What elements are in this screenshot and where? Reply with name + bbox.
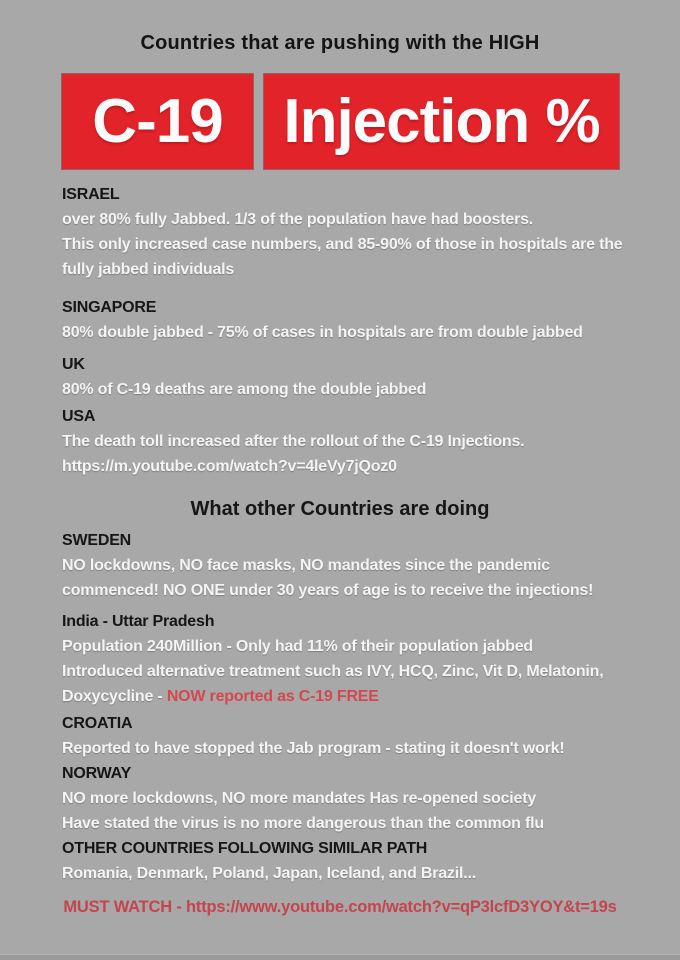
section-usa-line-1: The death toll increased after the rollout of the C-19 Injections. — [62, 433, 525, 450]
section-sweden — [62, 528, 646, 603]
section-singapore — [62, 295, 646, 345]
usa-video-link[interactable]: https://m.youtube.com/watch?v=4leVy7jQoz0 — [62, 458, 397, 475]
section-norway-line-2: Have stated the virus is no more dangerous than the common flu — [62, 815, 544, 832]
bottom-sections — [62, 528, 646, 886]
section-norway-heading: NORWAY — [62, 765, 132, 782]
india-highlight-text: NOW reported as C-19 FREE — [166, 688, 379, 705]
footer — [0, 895, 680, 920]
top-sections — [62, 182, 646, 479]
footer-video-link[interactable]: https://www.youtube.com/watch?v=qP3lcfD3YOY&t=19s — [186, 898, 617, 916]
section-croatia — [62, 711, 646, 761]
section-other-countries-heading: OTHER COUNTRIES FOLLOWING SIMILAR PATH — [62, 840, 428, 857]
section-india-line-2: Introduced alternative treatment such as IVY, HCQ, Zinc, Vit D, Melatonin, — [62, 663, 604, 680]
section-other-countries-line-1: Romania, Denmark, Poland, Japan, Iceland, and Brazil... — [62, 865, 477, 882]
section-israel-line-1: over 80% fully Jabbed. 1/3 of the population have had boosters. — [62, 211, 534, 228]
section-sweden-heading: SWEDEN — [62, 532, 132, 549]
section-other-countries — [62, 836, 646, 886]
section-india-heading: India - Uttar Pradesh — [62, 613, 215, 630]
section-usa — [62, 404, 646, 479]
section-uk — [62, 352, 646, 402]
section-singapore-line-1: 80% double jabbed - 75% of cases in hospitals are from double jabbed — [62, 324, 583, 341]
section-israel-heading: ISRAEL — [62, 186, 120, 203]
banner-injection-label: Injection % — [264, 74, 619, 169]
section-israel-line-2: This only increased case numbers, and 85-90% of those in hospitals are the fully jabbed individuals — [62, 236, 623, 278]
section-india-line-3 — [62, 684, 646, 709]
mid-heading: What other Countries are doing — [190, 498, 490, 520]
india-highlight-prefix: Doxycycline - — [62, 688, 167, 705]
section-norway-line-1: NO more lockdowns, NO more mandates Has re-opened society — [62, 790, 537, 807]
section-croatia-line-1: Reported to have stopped the Jab program - stating it doesn't work! — [62, 740, 565, 757]
page-title: Countries that are pushing with the HIGH — [140, 32, 540, 54]
section-singapore-heading: SINGAPORE — [62, 299, 157, 316]
section-india-line-1: Population 240Million - Only had 11% of their population jabbed — [62, 638, 533, 655]
footer-label: MUST WATCH - — [63, 898, 187, 916]
banner-c19-label: C-19 — [62, 74, 253, 169]
section-uk-line-1: 80% of C-19 deaths are among the double jabbed — [62, 381, 427, 398]
section-usa-heading: USA — [62, 408, 96, 425]
section-uk-heading: UK — [62, 356, 85, 373]
banner — [62, 74, 619, 169]
section-croatia-heading: CROATIA — [62, 715, 133, 732]
section-sweden-line-1: NO lockdowns, NO face masks, NO mandates since the pandemic commenced! NO ONE under 30 years of age is to receive the injections! — [62, 557, 594, 599]
section-israel — [62, 182, 646, 282]
section-norway — [62, 761, 646, 836]
section-india — [62, 609, 646, 709]
